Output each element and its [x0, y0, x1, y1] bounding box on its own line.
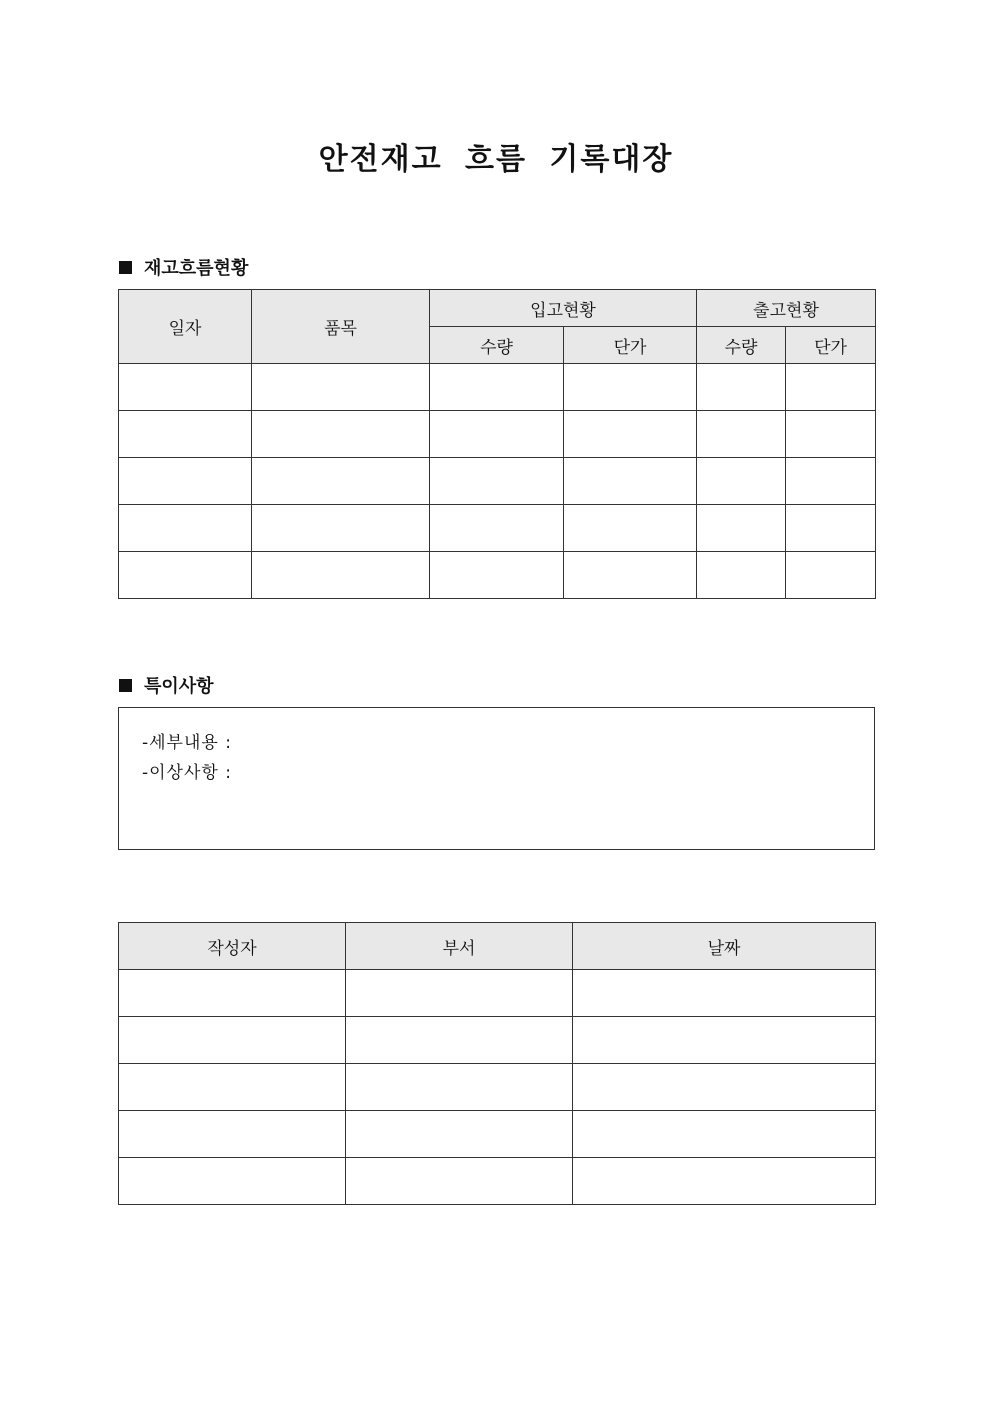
table-row [119, 505, 876, 552]
table-cell[interactable] [697, 364, 786, 411]
table-cell[interactable] [564, 364, 697, 411]
table-row [119, 1111, 876, 1158]
table-cell[interactable] [252, 505, 430, 552]
header-out-qty: 수량 [697, 327, 786, 364]
header-author: 작성자 [119, 923, 346, 970]
table-cell[interactable] [252, 411, 430, 458]
notes-section-heading [119, 672, 214, 698]
table-cell[interactable] [430, 505, 564, 552]
table-cell[interactable] [697, 552, 786, 599]
square-bullet-icon [119, 261, 132, 274]
table-cell[interactable] [430, 364, 564, 411]
author-table [118, 922, 876, 1205]
table-cell[interactable] [697, 458, 786, 505]
table-cell[interactable] [346, 1111, 573, 1158]
table-row [119, 364, 876, 411]
notes-section-label: 특이사항 [144, 676, 214, 697]
table-row [119, 411, 876, 458]
table-row [119, 458, 876, 505]
table-cell[interactable] [119, 1017, 346, 1064]
page-title: 안전재고 흐름 기록대장 [318, 142, 674, 177]
table-cell[interactable] [564, 411, 697, 458]
flow-section-label: 재고흐름현황 [144, 258, 249, 279]
table-cell[interactable] [346, 1158, 573, 1205]
table-cell[interactable] [786, 364, 876, 411]
table-cell[interactable] [346, 970, 573, 1017]
table-cell[interactable] [119, 505, 252, 552]
table-cell[interactable] [786, 505, 876, 552]
table-cell[interactable] [786, 552, 876, 599]
header-outgoing: 출고현황 [697, 290, 876, 327]
header-department: 부서 [346, 923, 573, 970]
table-cell[interactable] [346, 1017, 573, 1064]
note-detail-label: -세부내용 : [142, 733, 232, 753]
table-cell[interactable] [252, 458, 430, 505]
table-cell[interactable] [252, 364, 430, 411]
table-cell[interactable] [119, 1111, 346, 1158]
header-incoming: 입고현황 [430, 290, 697, 327]
table-row [119, 970, 876, 1017]
table-cell[interactable] [119, 364, 252, 411]
table-cell[interactable] [119, 552, 252, 599]
notes-box[interactable] [118, 707, 875, 850]
table-cell[interactable] [564, 552, 697, 599]
table-cell[interactable] [573, 1017, 876, 1064]
header-in-price: 단가 [564, 327, 697, 364]
header-out-price: 단가 [786, 327, 876, 364]
table-cell[interactable] [430, 458, 564, 505]
table-cell[interactable] [573, 1158, 876, 1205]
table-cell[interactable] [573, 1064, 876, 1111]
table-cell[interactable] [430, 552, 564, 599]
table-cell[interactable] [430, 411, 564, 458]
table-cell[interactable] [786, 458, 876, 505]
table-cell[interactable] [697, 505, 786, 552]
header-date: 일자 [119, 290, 252, 364]
header-in-qty: 수량 [430, 327, 564, 364]
table-row [119, 1158, 876, 1205]
table-cell[interactable] [119, 970, 346, 1017]
table-row [119, 552, 876, 599]
table-cell[interactable] [119, 1158, 346, 1205]
table-cell[interactable] [697, 411, 786, 458]
table-row [119, 1064, 876, 1111]
square-bullet-icon [119, 679, 132, 692]
table-cell[interactable] [119, 1064, 346, 1111]
table-cell[interactable] [119, 458, 252, 505]
table-cell[interactable] [564, 458, 697, 505]
inventory-flow-table [118, 289, 876, 599]
table-row [119, 1017, 876, 1064]
table-cell[interactable] [573, 1111, 876, 1158]
header-item: 품목 [252, 290, 430, 364]
table-cell[interactable] [119, 411, 252, 458]
table-cell[interactable] [564, 505, 697, 552]
flow-section-heading [119, 254, 248, 280]
table-cell[interactable] [252, 552, 430, 599]
note-issue-label: -이상사항 : [142, 763, 232, 783]
table-cell[interactable] [573, 970, 876, 1017]
table-cell[interactable] [346, 1064, 573, 1111]
header-date: 날짜 [573, 923, 876, 970]
table-cell[interactable] [786, 411, 876, 458]
